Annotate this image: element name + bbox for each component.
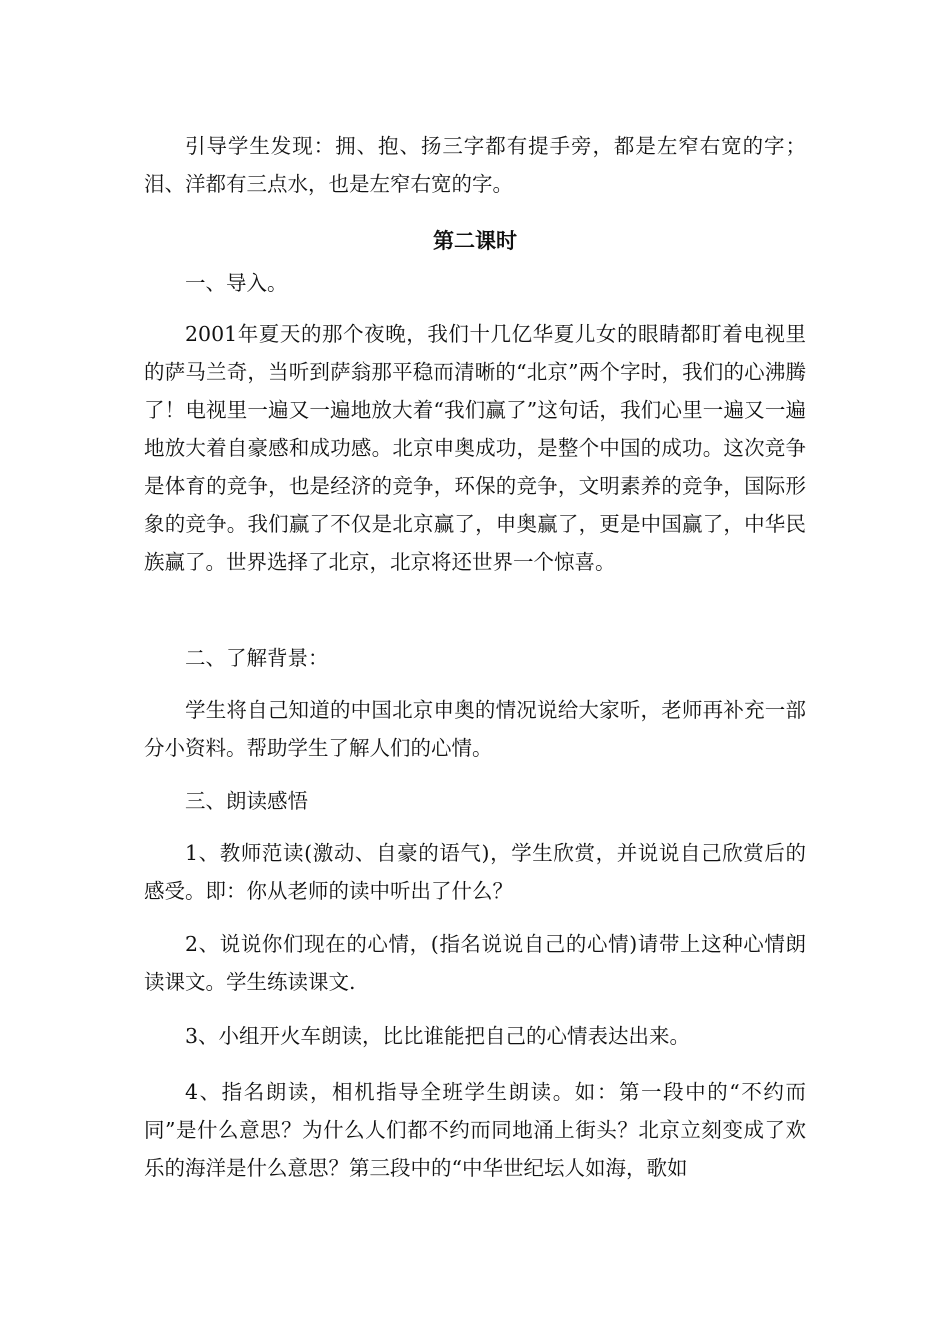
section-heading-text: 一、导入。 <box>185 271 288 295</box>
section-heading-intro <box>144 264 806 302</box>
section-heading-reading <box>144 782 806 820</box>
paragraph-radical-discovery <box>144 127 806 203</box>
list-item-text: 3、小组开火车朗读，比比谁能把自己的心情表达出来。 <box>185 1024 691 1048</box>
list-item-text: 1、教师范读(激动、自豪的语气)，学生欣赏，并说说自己欣赏后的感受。即：你从老师的读中听出了什么？ <box>144 841 806 903</box>
paragraph-intro-story <box>144 315 806 581</box>
section-heading-text: 二、了解背景： <box>185 646 329 670</box>
paragraph-text: 2001年夏天的那个夜晚，我们十几亿华夏儿女的眼睛都盯着电视里的萨马兰奇，当听到萨翁那平稳而清晰的“北京”两个字时，我们的心沸腾了！电视里一遍又一遍地放大着“我们赢了”这句话，我们心里一遍又一遍地放大着自豪感和成功感。北京申奥成功，是整个中国的成功。这次竞争是体育的竞争，也是经济的竞争，环保的竞争，文明素养的竞争，国际形象的竞争。我们赢了不仅是北京赢了，申奥赢了，更是中国赢了，中华民族赢了。世界选择了北京，北京将还世界一个惊喜。 <box>144 322 806 574</box>
list-item-text: 4、指名朗读，相机指导全班学生朗读。如：第一段中的“不约而同”是什么意思？为什么人们都不约而同地涌上街头？北京立刻变成了欢乐的海洋是什么意思？第三段中的“中华世纪坛人如海，歌如 <box>144 1080 806 1180</box>
paragraph-text: 引导学生发现：拥、抱、扬三字都有提手旁，都是左窄右宽的字；泪、洋都有三点水，也是左窄右宽的字。 <box>144 134 806 196</box>
section-heading-background <box>144 639 806 677</box>
list-item-text: 2、说说你们现在的心情，(指名说说自己的心情)请带上这种心情朗读课文。学生练读课文. <box>144 932 806 994</box>
list-item-2 <box>144 925 806 1001</box>
list-item-4 <box>144 1073 806 1187</box>
paragraph-background <box>144 691 806 767</box>
paragraph-text: 学生将自己知道的中国北京申奥的情况说给大家听，老师再补充一部分小资料。帮助学生了解人们的心情。 <box>144 698 806 760</box>
lesson-title: 第二课时 <box>433 229 517 253</box>
section-heading-text: 三、朗读感悟 <box>185 789 308 813</box>
list-item-3 <box>144 1017 806 1055</box>
list-item-1 <box>144 834 806 910</box>
